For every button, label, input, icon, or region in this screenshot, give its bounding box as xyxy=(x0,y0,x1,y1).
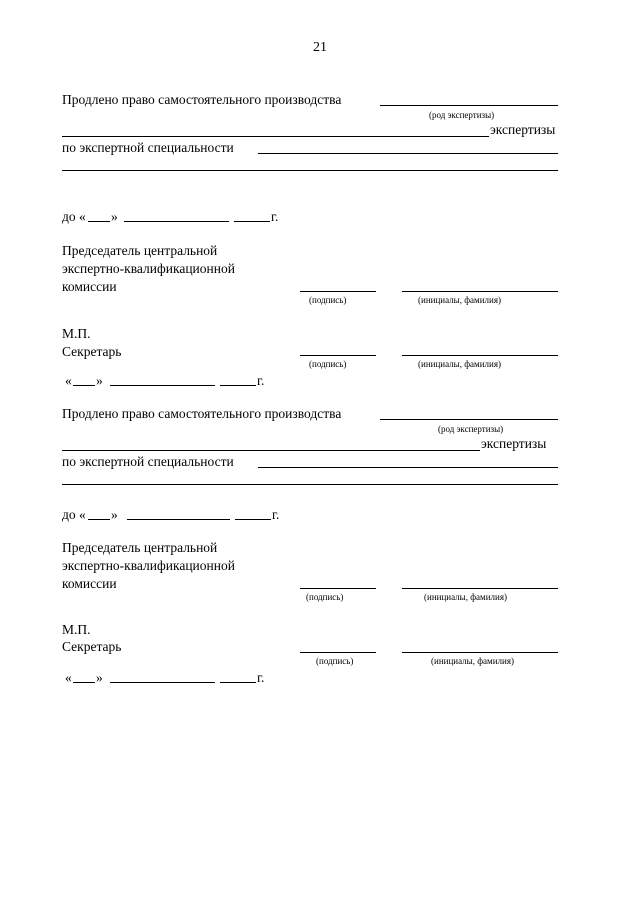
specialty-label: по экспертной специальности xyxy=(62,140,234,155)
chairman-label-line-2: экспертно-квалификационной xyxy=(62,558,235,573)
expertise-suffix: экспертизы xyxy=(490,122,556,137)
until-year-suffix: г. xyxy=(272,507,280,522)
specialty-field-continued[interactable] xyxy=(62,484,558,485)
secretary-day-field[interactable] xyxy=(73,385,95,386)
expertise-name-field[interactable] xyxy=(62,136,489,137)
secretary-signature-field[interactable] xyxy=(300,355,376,356)
secretary-month-field[interactable] xyxy=(110,385,215,386)
until-year-field[interactable] xyxy=(235,519,271,520)
until-quote-close: » xyxy=(111,507,118,522)
until-month-field[interactable] xyxy=(124,221,229,222)
chairman-initials-field[interactable] xyxy=(402,588,558,589)
chairman-label-line-1: Председатель центральной xyxy=(62,243,218,258)
chairman-signature-caption: (подпись) xyxy=(306,592,344,602)
until-day-field[interactable] xyxy=(88,221,110,222)
until-label: до « xyxy=(62,209,86,224)
secretary-initials-field[interactable] xyxy=(402,652,558,653)
chairman-label-line-3: комиссии xyxy=(62,576,117,591)
until-day-field[interactable] xyxy=(88,519,110,520)
chairman-initials-caption: (инициалы, фамилия) xyxy=(418,295,501,305)
chairman-initials-caption: (инициалы, фамилия) xyxy=(424,592,507,602)
until-year-field[interactable] xyxy=(234,221,270,222)
stamp-label: М.П. xyxy=(62,326,91,341)
page-number: 21 xyxy=(313,40,327,55)
secretary-date-close: » xyxy=(96,670,103,685)
secretary-date-close: » xyxy=(96,373,103,388)
until-label: до « xyxy=(62,507,86,522)
secretary-day-field[interactable] xyxy=(73,682,95,683)
secretary-year-suffix: г. xyxy=(257,670,265,685)
secretary-year-suffix: г. xyxy=(257,373,265,388)
secretary-initials-field[interactable] xyxy=(402,355,558,356)
secretary-signature-field[interactable] xyxy=(300,652,376,653)
stamp-label: М.П. xyxy=(62,622,91,637)
until-year-suffix: г. xyxy=(271,209,279,224)
chairman-signature-field[interactable] xyxy=(300,291,376,292)
chairman-signature-caption: (подпись) xyxy=(309,295,347,305)
secretary-initials-caption: (инициалы, фамилия) xyxy=(431,656,514,666)
extended-right-label: Продлено право самостоятельного производства xyxy=(62,406,342,421)
chairman-label-line-1: Председатель центральной xyxy=(62,540,218,555)
chairman-signature-field[interactable] xyxy=(300,588,376,589)
secretary-year-field[interactable] xyxy=(220,385,256,386)
secretary-signature-caption: (подпись) xyxy=(309,359,347,369)
secretary-label: Секретарь xyxy=(62,639,122,654)
expertise-name-field[interactable] xyxy=(62,450,480,451)
expertise-kind-caption: (род экспертизы) xyxy=(438,424,504,434)
specialty-label: по экспертной специальности xyxy=(62,454,234,469)
secretary-initials-caption: (инициалы, фамилия) xyxy=(418,359,501,369)
secretary-date-open: « xyxy=(65,670,72,685)
expertise-kind-field[interactable] xyxy=(380,419,558,420)
secretary-label: Секретарь xyxy=(62,344,122,359)
specialty-field[interactable] xyxy=(258,467,558,468)
secretary-month-field[interactable] xyxy=(110,682,215,683)
extended-right-label: Продлено право самостоятельного производства xyxy=(62,92,342,107)
until-quote-close: » xyxy=(111,209,118,224)
specialty-field-continued[interactable] xyxy=(62,170,558,171)
until-month-field[interactable] xyxy=(127,519,230,520)
expertise-suffix: экспертизы xyxy=(481,436,547,451)
chairman-initials-field[interactable] xyxy=(402,291,558,292)
expertise-kind-field[interactable] xyxy=(380,105,558,106)
secretary-date-open: « xyxy=(65,373,72,388)
chairman-label-line-2: экспертно-квалификационной xyxy=(62,261,235,276)
specialty-field[interactable] xyxy=(258,153,558,154)
secretary-year-field[interactable] xyxy=(220,682,256,683)
chairman-label-line-3: комиссии xyxy=(62,279,117,294)
expertise-kind-caption: (род экспертизы) xyxy=(429,110,495,120)
secretary-signature-caption: (подпись) xyxy=(316,656,354,666)
